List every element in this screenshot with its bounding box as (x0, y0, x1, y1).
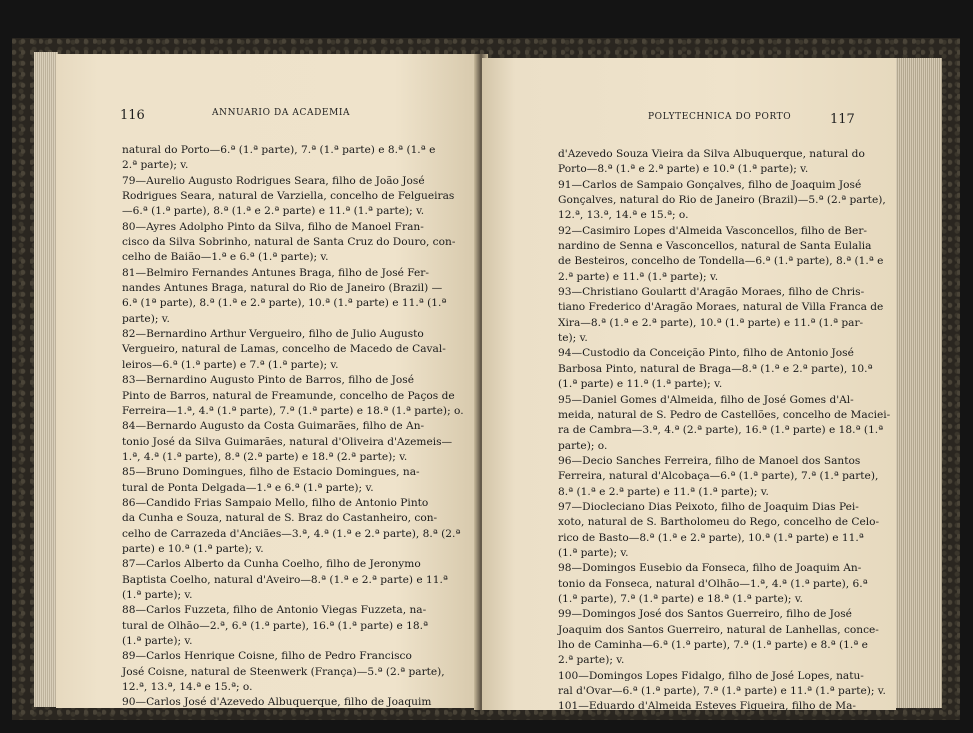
text-line: 98—Domingos Eusebio da Fonseca, filho de Joaquim An- (558, 562, 862, 575)
text-line: 100—Domingos Lopes Fidalgo, filho de José Lopes, natu- (558, 669, 864, 682)
page-body (122, 143, 464, 711)
text-line: 82—Bernardino Arthur Vergueiro, filho de Julio Augusto (122, 328, 424, 341)
text-line: 85—Bruno Domingues, filho de Estacio Domingues, na- (122, 466, 420, 479)
text-line: celho de Carrazeda d'Anciães—3.ª, 4.ª (1.ª e 2.ª parte), 8.ª (2.ª (122, 527, 461, 540)
text-line: meida, natural de S. Pedro de Castellões, concelho de Maciei- (558, 408, 891, 421)
text-line: 96—Decio Sanches Ferreira, filho de Manoel dos Santos (558, 454, 861, 467)
text-line: cisco da Silva Sobrinho, natural de Santa Cruz do Douro, con- (122, 236, 456, 249)
text-line: Porto—8.ª (1.ª e 2.ª parte) e 10.ª (1.ª parte); v. (558, 163, 809, 176)
text-line: 80—Ayres Adolpho Pinto da Silva, filho de Manoel Fran- (122, 220, 424, 233)
text-line: Joaquim dos Santos Guerreiro, natural de Lanhellas, conce- (558, 623, 879, 636)
text-line: 86—Candido Frias Sampaio Mello, filho de Antonio Pinto (122, 496, 429, 509)
text-line: 6.ª (1ª parte), 8.ª (1.ª e 2.ª parte), 10.ª (1.ª parte) e 11.ª (1.ª (122, 297, 447, 310)
text-line: Ferreira—1.ª, 4.ª (1.ª parte), 7.ª (1.ª parte) e 18.ª (1.ª parte); o. (122, 404, 464, 417)
text-line: 101—Eduardo d'Almeida Esteves Figueira, filho de Ma- (558, 700, 857, 713)
text-line: rico de Basto—8.ª (1.ª e 2.ª parte), 10.ª (1.ª parte) e 11.ª (558, 531, 864, 544)
text-line: tonio José da Silva Guimarães, natural d'Oliveira d'Azemeis— (122, 435, 453, 448)
text-line: —6.ª (1.ª parte), 8.ª (1.ª e 2.ª parte) e 11.ª (1.ª parte); v. (122, 205, 425, 218)
text-line: tonio da Fonseca, natural d'Olhão—1.ª, 4.ª (1.ª parte), 6.ª (558, 577, 868, 590)
text-line: natural do Porto—6.ª (1.ª parte), 7.ª (1.ª parte) e 8.ª (1.ª e (122, 144, 436, 156)
text-line: José Coisne, natural de Steenwerk (França)—5.ª (2.ª parte), (122, 665, 445, 678)
text-line: 90—Carlos José d'Azevedo Albuquerque, filho de Joaquim (122, 696, 432, 709)
text-line: 92—Casimiro Lopes d'Almeida Vasconcellos, filho de Ber- (558, 224, 867, 237)
text-line: d'Azevedo Souza Vieira da Silva Albuquerque, natural do (558, 148, 865, 160)
left-page-edges (34, 52, 58, 707)
text-line: lho de Caminha—6.ª (1.ª parte), 7.ª (1.ª parte) e 8.ª (1.ª e (558, 639, 868, 651)
text-line: (1.ª parte) e 11.ª (1.ª parte); v. (558, 378, 723, 391)
text-line: 12.ª, 13.ª, 14.ª e 15.ª; o. (122, 681, 253, 694)
text-line: xoto, natural de S. Bartholomeu do Rego, concelho de Celo- (558, 516, 880, 529)
text-line: Gonçalves, natural do Rio de Janeiro (Brazil)—5.ª (2.ª parte), (558, 194, 886, 207)
text-line: te); v. (558, 332, 588, 345)
text-line: celho de Baião—1.ª e 6.ª (1.ª parte); v. (122, 251, 329, 264)
text-line: de Besteiros, concelho de Tondella—6.ª (1.ª parte), 8.ª (1.ª e (558, 255, 884, 268)
text-line: 79—Aurelio Augusto Rodrigues Seara, filho de João José (122, 174, 425, 187)
page-number: 116 (120, 108, 145, 123)
text-line: (1.ª parte), 7.ª (1.ª parte) e 18.ª (1.ª parte); v. (558, 592, 803, 605)
text-line: 83—Bernardino Augusto Pinto de Barros, filho de José (122, 374, 414, 387)
text-line: tiano Frederico d'Aragão Moraes, natural de Villa Franca de (558, 301, 884, 314)
page-body (558, 147, 891, 715)
text-line: da Cunha e Souza, natural de S. Braz do Castanheiro, con- (122, 512, 438, 525)
text-line: 1.ª, 4.ª (1.ª parte), 8.ª (2.ª parte) e 18.ª (2.ª parte); v. (122, 450, 408, 463)
text-line: Xira—8.ª (1.ª e 2.ª parte), 10.ª (1.ª parte) e 11.ª (1.ª par- (558, 316, 864, 329)
text-line: (1.ª parte); v. (122, 635, 193, 647)
right-page-edges (894, 58, 942, 708)
left-page (56, 54, 480, 708)
text-line: 88—Carlos Fuzzeta, filho de Antonio Viegas Fuzzeta, na- (122, 604, 427, 617)
text-line: ra de Cambra—3.ª, 4.ª (2.ª parte), 16.ª (1.ª parte) e 18.ª (1.ª (558, 424, 884, 437)
text-line: 84—Bernardo Augusto da Costa Guimarães, filho de An- (122, 420, 425, 433)
text-line: 95—Daniel Gomes d'Almeida, filho de José Gomes d'Al- (558, 393, 854, 406)
text-line: 97—Diocleciano Dias Peixoto, filho de Joaquim Dias Pei- (558, 500, 859, 513)
text-line: parte); o. (558, 439, 608, 452)
text-line: Baptista Coelho, natural d'Aveiro—8.ª (1.ª e 2.ª parte) e 11.ª (122, 573, 448, 586)
text-line: nandes Antunes Braga, natural do Rio de Janeiro (Brazil) — (122, 282, 443, 295)
text-line: Vergueiro, natural de Lamas, concelho de Macedo de Caval- (122, 343, 446, 356)
text-line: leiros—6.ª (1.ª parte) e 7.ª (1.ª parte); v. (122, 358, 339, 371)
text-line: tural de Olhão—2.ª, 6.ª (1.ª parte), 16.ª (1.ª parte) e 18.ª (122, 619, 428, 632)
text-line: 89—Carlos Henrique Coisne, filho de Pedro Francisco (122, 650, 412, 663)
text-line: 12.ª, 13.ª, 14.ª e 15.ª; o. (558, 209, 689, 222)
text-line: tural de Ponta Delgada—1.ª e 6.ª (1.ª parte); v. (122, 481, 374, 494)
running-header: POLYTECHNICA DO PORTO (648, 112, 792, 122)
text-line: 8.ª (1.ª e 2.ª parte) e 11.ª (1.ª parte); v. (558, 485, 769, 498)
text-line: nardino de Senna e Vasconcellos, natural de Santa Eulalia (558, 240, 872, 253)
text-line: parte); v. (122, 312, 170, 325)
right-page (482, 58, 896, 713)
text-line: 2.ª parte); v. (558, 654, 625, 667)
text-line: 81—Belmiro Fernandes Antunes Braga, filho de José Fer- (122, 266, 429, 279)
page-number: 117 (830, 112, 855, 127)
text-line: (1.ª parte); v. (122, 588, 193, 601)
text-line: Barbosa Pinto, natural de Braga—8.ª (1.ª e 2.ª parte), 10.ª (558, 362, 873, 375)
text-line: parte) e 10.ª (1.ª parte); v. (122, 542, 264, 555)
text-line: 93—Christiano Goulartt d'Aragão Moraes, filho de Chris- (558, 286, 865, 299)
text-line: ral d'Ovar—6.ª (1.ª parte), 7.ª (1.ª parte) e 11.ª (1.ª parte); v. (558, 685, 886, 698)
text-line: 2.ª parte); v. (122, 159, 189, 172)
text-line: Ferreira, natural d'Alcobaça—6.ª (1.ª parte), 7.ª (1.ª parte), (558, 470, 879, 483)
text-line: 91—Carlos de Sampaio Gonçalves, filho de Joaquim José (558, 178, 862, 191)
running-header: ANNUARIO DA ACADEMIA (212, 108, 351, 118)
text-line: 87—Carlos Alberto da Cunha Coelho, filho de Jeronymo (122, 558, 421, 571)
text-line: (1.ª parte); v. (558, 546, 629, 559)
text-line: 94—Custodio da Conceição Pinto, filho de Antonio José (558, 347, 854, 360)
text-line: 99—Domingos José dos Santos Guerreiro, filho de José (558, 608, 852, 621)
text-line: 2.ª parte) e 11.ª (1.ª parte); v. (558, 270, 719, 283)
text-line: Rodrigues Seara, natural de Varziella, concelho de Felgueiras (122, 190, 455, 203)
text-line: Pinto de Barros, natural de Freamunde, concelho de Paços de (122, 389, 455, 402)
